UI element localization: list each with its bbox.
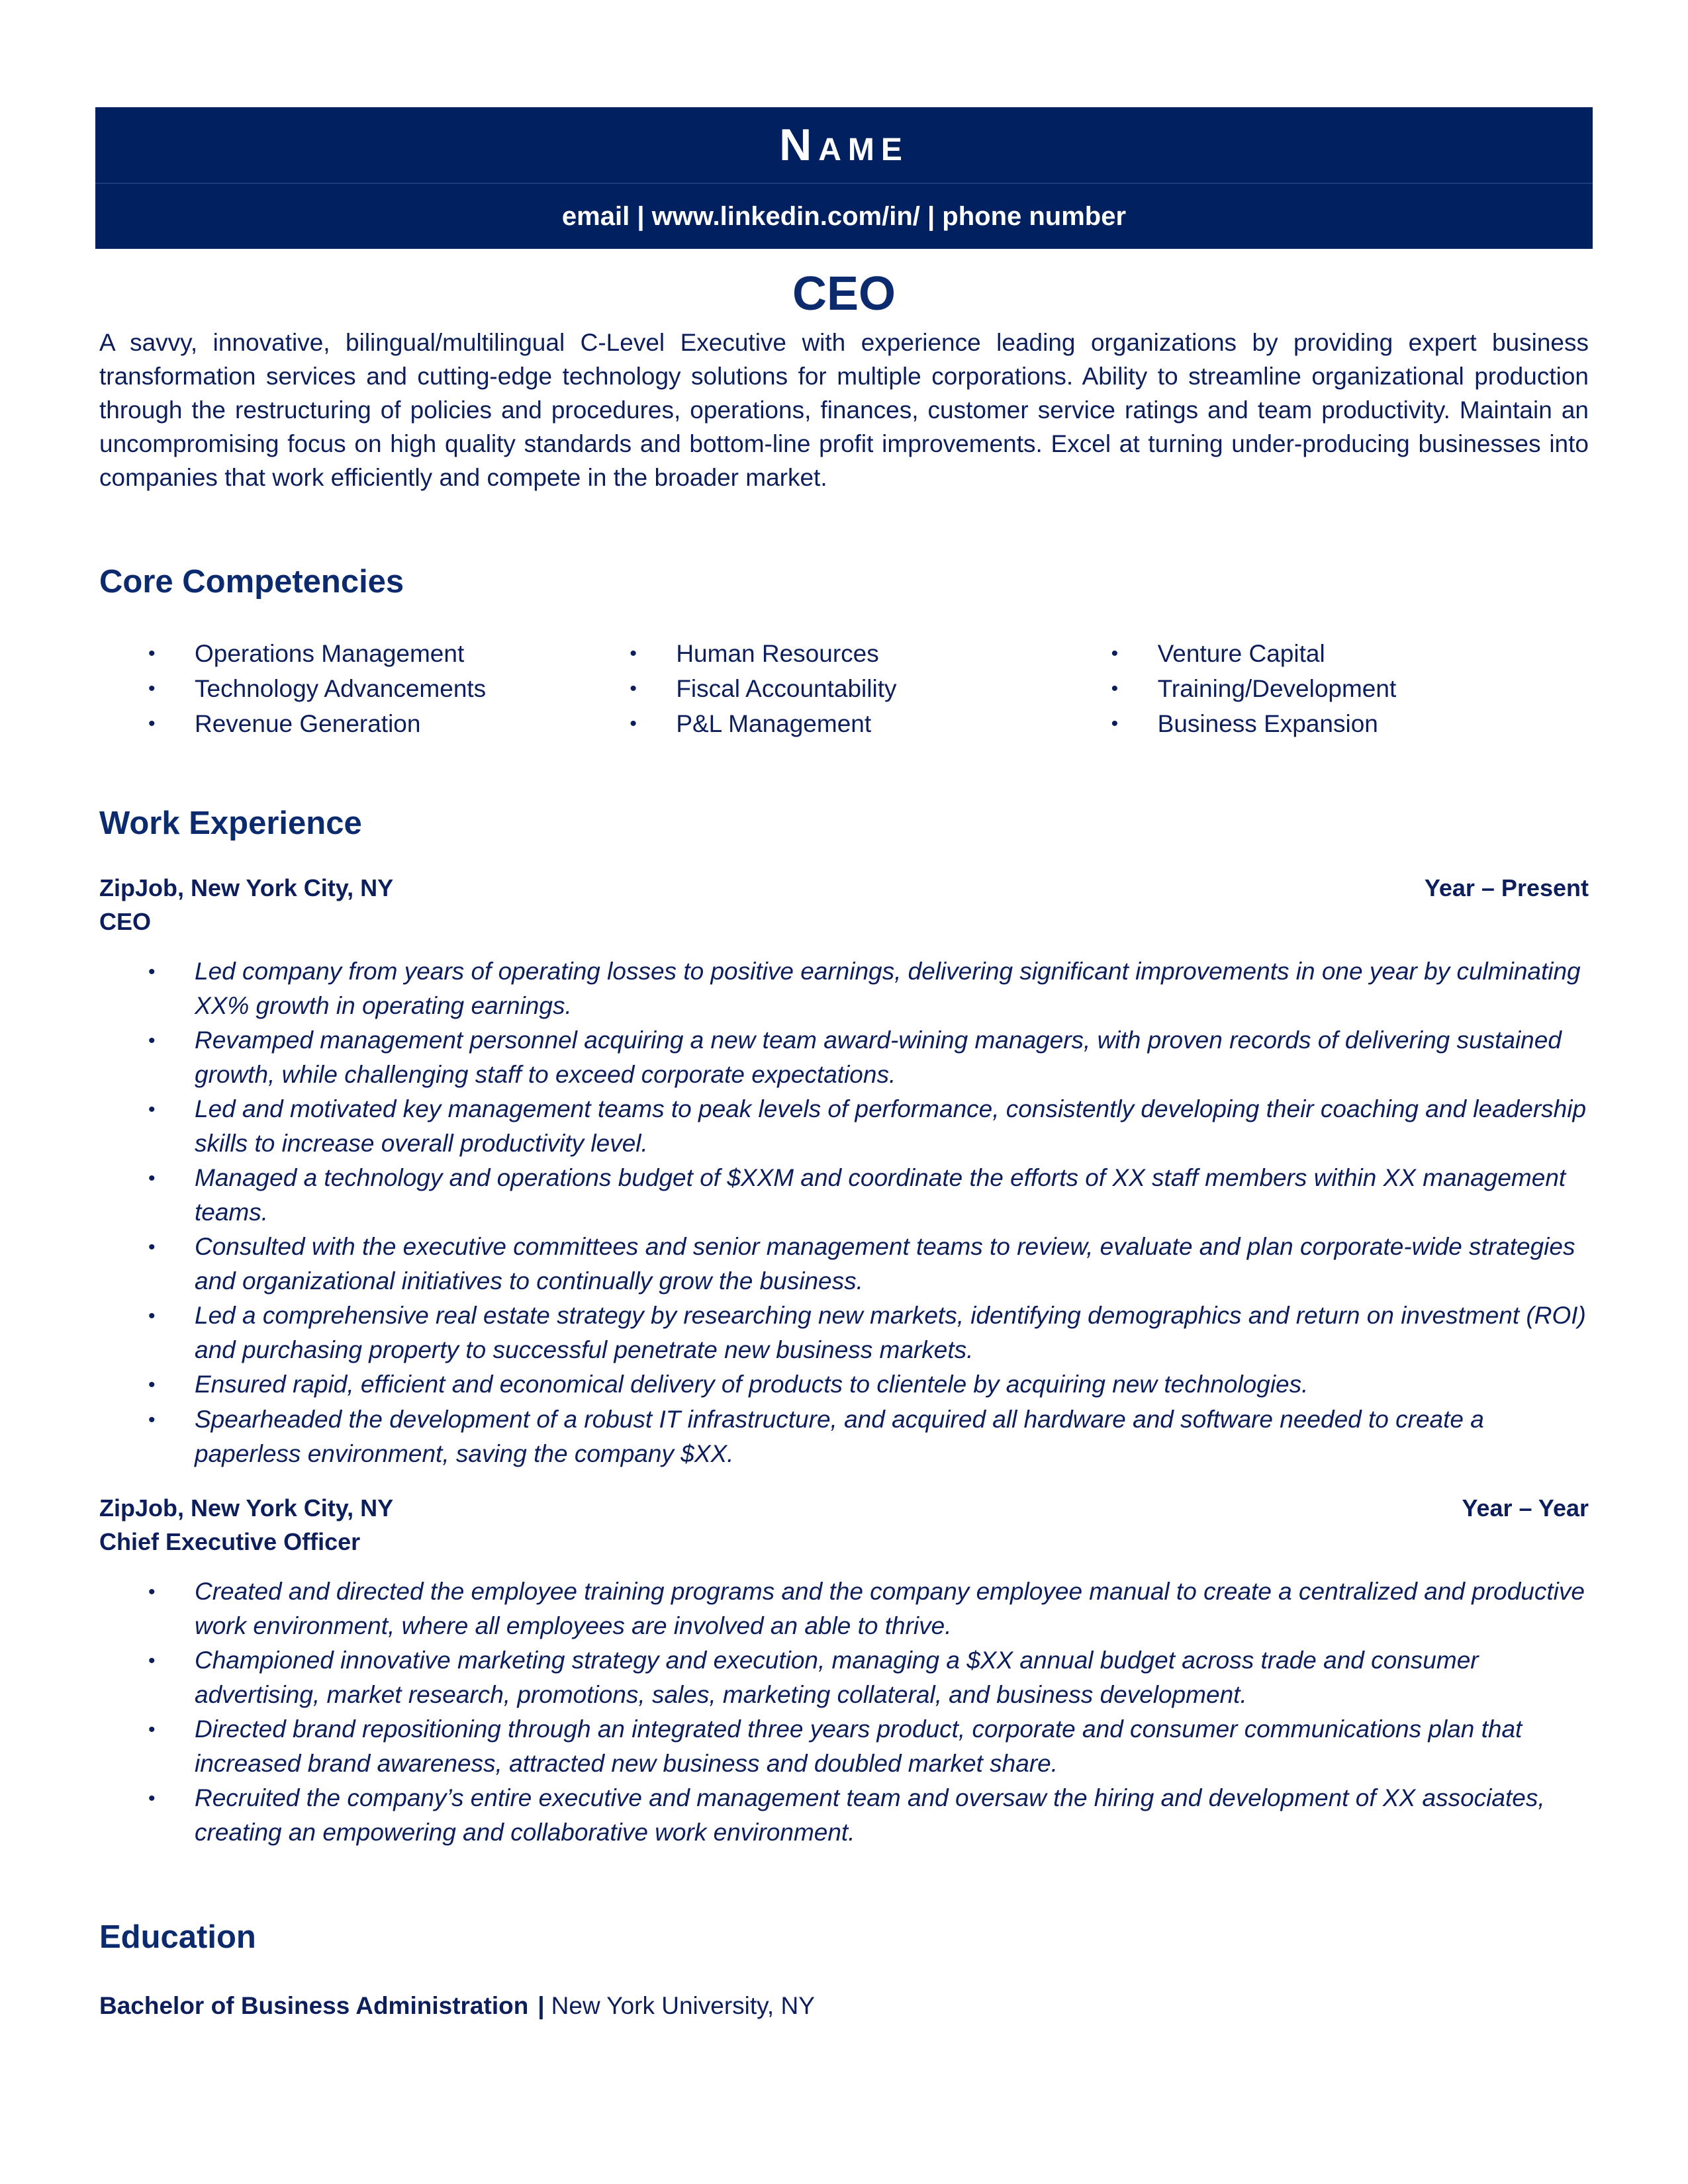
degree-name: Bachelor of Business Administration — [99, 1992, 529, 2019]
list-item: • Revamped management personnel acquiring a new team award-wining managers, with proven records of delivering sustained growth, while challenging staff to exceed corporate expectations. — [148, 1023, 1589, 1092]
bullet-icon: • — [148, 1788, 156, 1809]
bullet-icon: • — [148, 1374, 156, 1396]
candidate-name: Name — [95, 107, 1593, 184]
competency-label: Training/Development — [1157, 675, 1397, 702]
list-item: • Led company from years of operating losses to positive earnings, delivering significant improvements in one year by culminating XX% growth in operating earnings. — [148, 954, 1589, 1023]
competencies-column — [630, 636, 1111, 741]
competency-item — [630, 636, 1111, 671]
competency-label: Technology Advancements — [195, 675, 487, 702]
list-item: • Directed brand repositioning through an integrated three years product, corporate and consumer communications plan that increased brand awareness, attracted new business and doubled market share. — [148, 1712, 1589, 1781]
bullet-icon: • — [148, 1236, 156, 1258]
job-role: Chief Executive Officer — [99, 1528, 361, 1555]
competency-label: Human Resources — [676, 640, 879, 667]
competencies-column — [1111, 636, 1593, 741]
bullet-icon: • — [148, 713, 156, 735]
competency-item — [630, 706, 1111, 741]
bullet-icon: • — [148, 643, 156, 664]
list-item: • Led a comprehensive real estate strategy by researching new markets, identifying demographics and return on investment (ROI) and purchasing property to successful penetrate new business markets. — [148, 1298, 1589, 1367]
list-item: • Created and directed the employee training programs and the company employee manual to create a centralized and productive work environment, where all employees are involved an able to thrive. — [148, 1574, 1589, 1643]
competency-label: Venture Capital — [1157, 640, 1325, 667]
job-company: ZipJob, New York City, NY — [99, 874, 394, 901]
school-name: New York University, NY — [551, 1992, 815, 2019]
bullet-icon: • — [1111, 643, 1119, 664]
job-dates: Year – Year — [1462, 1494, 1589, 1522]
job-role: CEO — [99, 908, 152, 935]
job-header — [99, 1491, 1589, 1525]
bullet-icon: • — [148, 1581, 156, 1603]
competency-item — [1111, 706, 1593, 741]
education-heading: Education — [99, 1919, 256, 1955]
competencies-grid — [148, 636, 1593, 741]
competency-item — [1111, 671, 1593, 706]
job-bullets — [148, 954, 1589, 1471]
bullet-icon: • — [1111, 678, 1119, 700]
work-experience-heading: Work Experience — [99, 805, 362, 841]
contact-line: email | www.linkedin.com/in/ | phone number — [561, 202, 1127, 231]
list-item: • Managed a technology and operations budget of $XXM and coordinate the efforts of XX staff members within XX management teams. — [148, 1161, 1589, 1230]
competency-item — [630, 671, 1111, 706]
bullet-icon: • — [1111, 713, 1119, 735]
header-band — [95, 107, 1593, 249]
bullet-icon: • — [630, 643, 637, 664]
bullet-icon: • — [148, 1409, 156, 1431]
target-job-title: CEO — [792, 267, 896, 320]
job-entry — [99, 1491, 1589, 1850]
education-entry — [99, 1989, 1593, 2023]
job-company: ZipJob, New York City, NY — [99, 1494, 394, 1522]
competency-label: Fiscal Accountability — [676, 675, 897, 702]
competency-label: Revenue Generation — [195, 710, 421, 737]
bullet-icon: • — [148, 1305, 156, 1327]
profile-summary: A savvy, innovative, bilingual/multilingual C-Level Executive with experience leading organizations by providing expert business transformation services and cutting-edge technology solutions for multiple corporations. Ability to streamline organizational production through the restructuring of policies and procedures, operations, finances, customer service ratings and team productivity. Maintain an uncompromising focus on high quality standards and bottom-line profit improvements. Excel at turning under-producing businesses into companies that work efficiently and compete in the broader market. — [99, 329, 1589, 491]
list-item: • Recruited the company’s entire executive and management team and oversaw the hiring and development of XX associates, creating an empowering and collaborative work environment. — [148, 1781, 1589, 1850]
bullet-icon: • — [630, 678, 637, 700]
job-bullets — [148, 1574, 1589, 1850]
list-item: • Ensured rapid, efficient and economical delivery of products to clientele by acquiring new technologies. — [148, 1367, 1589, 1402]
competency-label: Operations Management — [195, 640, 465, 667]
list-item: • Championed innovative marketing strategy and execution, managing a $XX annual budget across trade and consumer advertising, market research, promotions, sales, marketing collateral, and business development. — [148, 1643, 1589, 1712]
bullet-icon: • — [148, 1167, 156, 1189]
competency-item — [148, 671, 630, 706]
bullet-icon: • — [630, 713, 637, 735]
competency-item — [148, 706, 630, 741]
list-item: • Led and motivated key management teams to peak levels of performance, consistently developing their coaching and leadership skills to increase overall productivity level. — [148, 1092, 1589, 1161]
bullet-icon: • — [148, 1030, 156, 1052]
list-item: • Consulted with the executive committees and senior management teams to review, evaluate and plan corporate-wide strategies and organizational initiatives to continually grow the business. — [148, 1230, 1589, 1298]
bullet-icon: • — [148, 1099, 156, 1120]
competency-item — [1111, 636, 1593, 671]
list-item: • Spearheaded the development of a robust IT infrastructure, and acquired all hardware and software needed to create a paperless environment, saving the company $XX. — [148, 1402, 1589, 1471]
bullet-icon: • — [148, 1719, 156, 1741]
job-dates: Year – Present — [1424, 874, 1589, 901]
competency-label: Business Expansion — [1157, 710, 1378, 737]
bullet-icon: • — [148, 1650, 156, 1672]
job-entry — [99, 871, 1589, 1471]
core-competencies-heading: Core Competencies — [99, 564, 404, 600]
separator: | — [538, 1992, 545, 2019]
job-header — [99, 871, 1589, 905]
resume-page — [95, 107, 1593, 2023]
bullet-icon: • — [148, 678, 156, 700]
competencies-column — [148, 636, 630, 741]
competency-label: P&L Management — [676, 710, 872, 737]
bullet-icon: • — [148, 961, 156, 983]
competency-item — [148, 636, 630, 671]
